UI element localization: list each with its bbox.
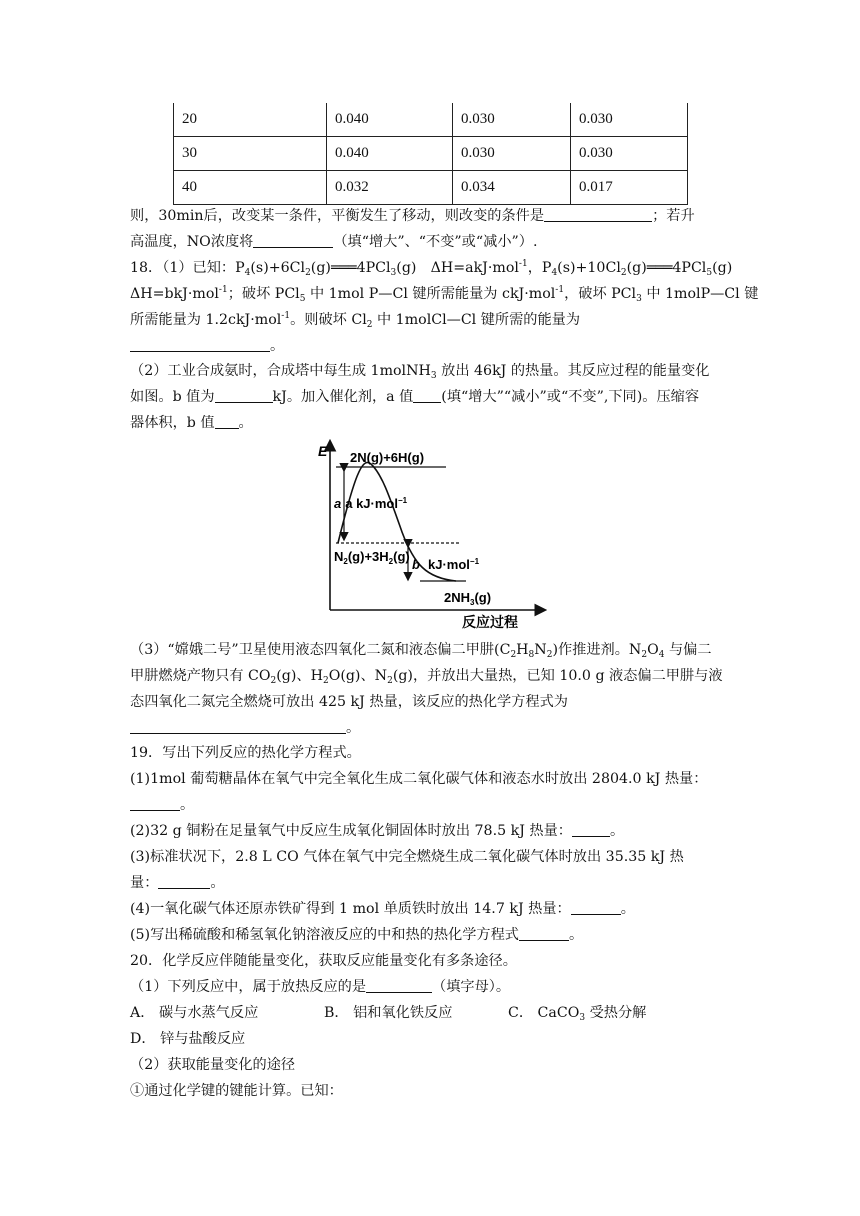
q18-2-line-3: 器体积，b 值 。 [130, 415, 253, 431]
q19-item-1: (1)1mol 葡萄糖晶体在氧气中完全氧化生成二氧化碳气体和液态水时放出 2804.0 kJ 热量： [130, 771, 708, 787]
text-line: 高温度，NO浓度将 （填“增大”、“不变”或“减小”）. [130, 234, 538, 250]
table-cell: 0.017 [571, 171, 688, 205]
table-cell: 40 [174, 171, 327, 205]
a-label: a a kJ·mol$^{-1}$ [334, 496, 408, 511]
q18-line-3: 所需能量为 1.2ckJ·mol$^{-1}$。则破坏 $Cl_2$ 中 1molCl—Cl 键所需的能量为 [130, 311, 581, 330]
answer-blank[interactable] [413, 388, 441, 403]
table-row [174, 171, 688, 205]
table-cell: 0.040 [327, 103, 453, 137]
table-cell: 0.032 [327, 171, 453, 205]
q18-2-line-1: （2）工业合成氨时，合成塔中每生成 1molNH$_3$ 放出 46kJ 的热量。其反应过程的能量变化 [130, 363, 710, 381]
b-unit-label: kJ·mol$^{-1}$ [428, 557, 480, 572]
answer-blank[interactable] [130, 337, 270, 352]
q19-title: 19．写出下列反应的热化学方程式。 [130, 745, 361, 761]
table-cell: 0.040 [327, 137, 453, 171]
answer-blank[interactable] [130, 796, 180, 811]
answer-blank[interactable] [571, 900, 621, 915]
concentration-table [173, 103, 688, 205]
q20-part-2-1: ①通过化学键的键能计算。已知： [130, 1083, 343, 1099]
q18-3-line-2: 甲肼燃烧产物只有 $CO_2(g)$、$H_2O(g)$、$N_2(g)$，并放出大量热，已知 10.0 g 液态偏二甲肼与液 [130, 668, 723, 686]
option-c[interactable]: C． CaCO$_3$ 受热分解 [508, 1005, 647, 1023]
q18-line-4: 。 [130, 336, 284, 356]
b-label: b [412, 557, 420, 572]
energy-diagram [316, 438, 548, 634]
answer-blank[interactable] [544, 207, 652, 222]
answer-blank[interactable] [366, 978, 432, 993]
answer-blank[interactable] [215, 388, 273, 403]
q18-line-2: ΔH=bkJ·mol$^{-1}$；破坏 PCl$_5$ 中 1mol P—Cl 键所需能量为 ckJ·mol$^{-1}$，破坏 PCl$_3$ 中 1molP—Cl 键 [130, 285, 759, 304]
q19-item-1-answer: 。 [130, 795, 194, 815]
q20-title: 20．化学反应伴随能量变化，获取反应能量变化有多条途径。 [130, 953, 517, 969]
q18-3-line-3: 态四氧化二氮完全燃烧可放出 425 kJ 热量，该反应的热化学方程式为 [130, 694, 568, 710]
y-axis-label: E [318, 443, 328, 459]
q20-part-1: （1）下列反应中，属于放热反应的是 （填字母）。 [130, 979, 511, 995]
table-cell: 30 [174, 137, 327, 171]
option-a[interactable]: A． 碳与水蒸气反应 [130, 1005, 259, 1021]
x-axis-label: 反应过程 [462, 614, 518, 630]
answer-blank[interactable] [158, 874, 210, 889]
answer-blank[interactable] [215, 414, 239, 429]
q19-item-3: (3)标准状况下，2.8 L CO 气体在氧气中完全燃烧生成二氧化碳气体时放出 35.35 kJ 热 [130, 849, 684, 865]
q19-item-5: (5)写出稀硫酸和稀氢氧化钠溶液反应的中和热的热化学方程式 。 [130, 927, 584, 943]
table-cell: 0.030 [453, 103, 571, 137]
q19-item-4: (4)一氧化碳气体还原赤铁矿得到 1 mol 单质铁时放出 14.7 kJ 热量： 。 [130, 901, 635, 917]
q20-part-2: （2）获取能量变化的途径 [130, 1057, 296, 1073]
table-row [174, 103, 688, 137]
answer-blank[interactable] [519, 926, 569, 941]
answer-blank[interactable] [572, 822, 610, 837]
table-cell: 20 [174, 103, 327, 137]
table-row [174, 137, 688, 171]
q18-3-line-4: 。 [130, 718, 360, 738]
option-d[interactable]: D． 锌与盐酸反应 [130, 1031, 246, 1047]
text-line: 则，30min后，改变某一条件，平衡发生了移动，则改变的条件是 ；若升 [130, 208, 695, 224]
answer-blank[interactable] [130, 719, 346, 734]
q18-3-line-1: （3）“嫦娥二号”卫星使用液态四氧化二氮和液态偏二甲肼$(C_2H_8N_2)$作推进剂。$N_2O_4$ 与偏二 [130, 642, 712, 660]
table-cell: 0.030 [571, 137, 688, 171]
q18-line-1: 18．（1）已知：$P_4(s)+6Cl_2(g)═══4PCl_3(g)$ ΔH=akJ·mol$^{-1}$，$P_4(s)+10Cl_2(g)═══4PCl_5(g)$ [130, 259, 733, 278]
table-cell: 0.030 [453, 137, 571, 171]
reactant-label: $N_2(g)+3H_2(g)$ [334, 549, 410, 566]
q19-item-2: (2)32 g 铜粉在足量氧气中反应生成氧化铜固体时放出 78.5 kJ 热量： 。 [130, 823, 625, 839]
q18-2-line-2: 如图。b 值为 kJ。加入催化剂，a 值 (填“增大”“减小”或“不变”,下同)。压缩容 [130, 389, 700, 405]
option-b[interactable]: B． 铝和氧化铁反应 [324, 1005, 453, 1021]
product-label: $2NH_3(g)$ [444, 590, 492, 607]
q19-item-3-answer: 量： 。 [130, 875, 225, 891]
answer-blank[interactable] [253, 233, 333, 248]
table-cell: 0.034 [453, 171, 571, 205]
table-cell: 0.030 [571, 103, 688, 137]
top-label: 2N(g)+6H(g) [350, 450, 425, 465]
